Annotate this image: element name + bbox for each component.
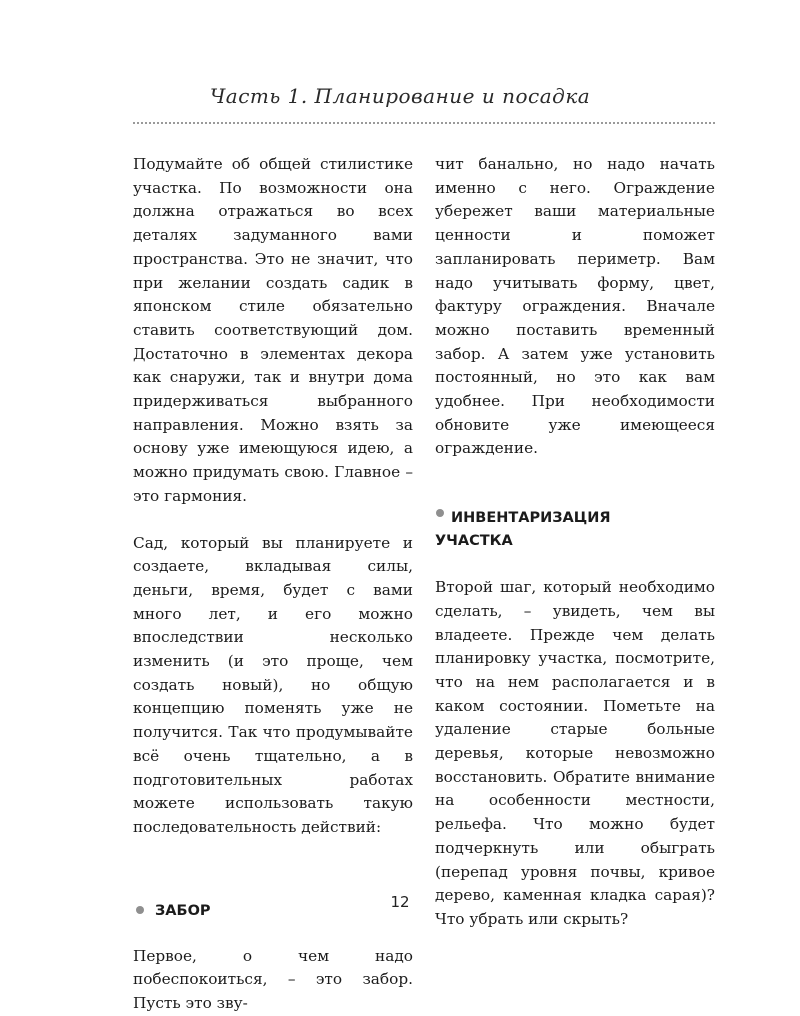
section-heading-fence-text: ЗАБОР — [155, 902, 211, 919]
running-title: Часть 1. Планирование и посадка — [209, 84, 591, 108]
paragraph-fence-continued: чит банально, но надо начать именно с него. Ограждение убережет ваши материальные ценности и поможет запланировать периметр. Вам надо учитывать форму, цвет, фактуру ограждения. Вначале можно поставить временный забор. А затем уже установить постоянный, но это как вам удобнее. При необходимости обновите уже имеющееся ограждение. — [435, 155, 715, 458]
section-heading-inventory — [435, 507, 715, 553]
right-column — [435, 153, 715, 932]
paragraph-style: Подумайте об общей стилистике участка. По возможности она должна отражаться во всех деталях задуманного вами пространства. Это не значит, что при желании создать садик в японском стиле обязательно ставить соответствующий дом. Достаточно в элементах декора как снаружи, так и внутри дома придерживаться выбранного направления. Можно взять за основу уже имеющуюся идею, а можно придумать свою. Главное – это гармония. — [133, 155, 413, 505]
section-heading-inventory-line2: УЧАСТКА — [435, 533, 513, 550]
page-number: 12 — [390, 893, 410, 911]
left-column — [133, 153, 413, 1016]
paragraph-inventory: Второй шаг, который необходимо сделать, – увидеть, чем вы владеете. Прежде чем делать планировку участка, посмотрите, что на нем располагается и в каком состоянии. Пометьте на удаление старые больные деревья, которые невозможно восстановить. Обратите внимание на особенности местности, рельефа. Что можно будет подчеркнуть или обыграть (перепад уровня почвы, кривое дерево, каменная кладка сарая)? Что убрать или скрыть? — [435, 578, 715, 928]
paragraph-fence-start: Первое, о чем надо побеспокоиться, – это забор. Пусть это зву- — [133, 946, 413, 1013]
header-divider — [133, 122, 715, 124]
paragraph-garden-concept: Сад, который вы планируете и создаете, вкладывая силы, деньги, время, будет с вами много лет, и его можно впоследствии несколько изменить (и это проще, чем создать новый), но общую концепцию поменять уже не получится. Так что продумывайте всё очень тщательно, а в подготовительных работах можете использовать такую последовательность действий: — [133, 533, 413, 836]
section-heading-inventory-line1: ИНВЕНТАРИЗАЦИЯ — [451, 510, 611, 527]
